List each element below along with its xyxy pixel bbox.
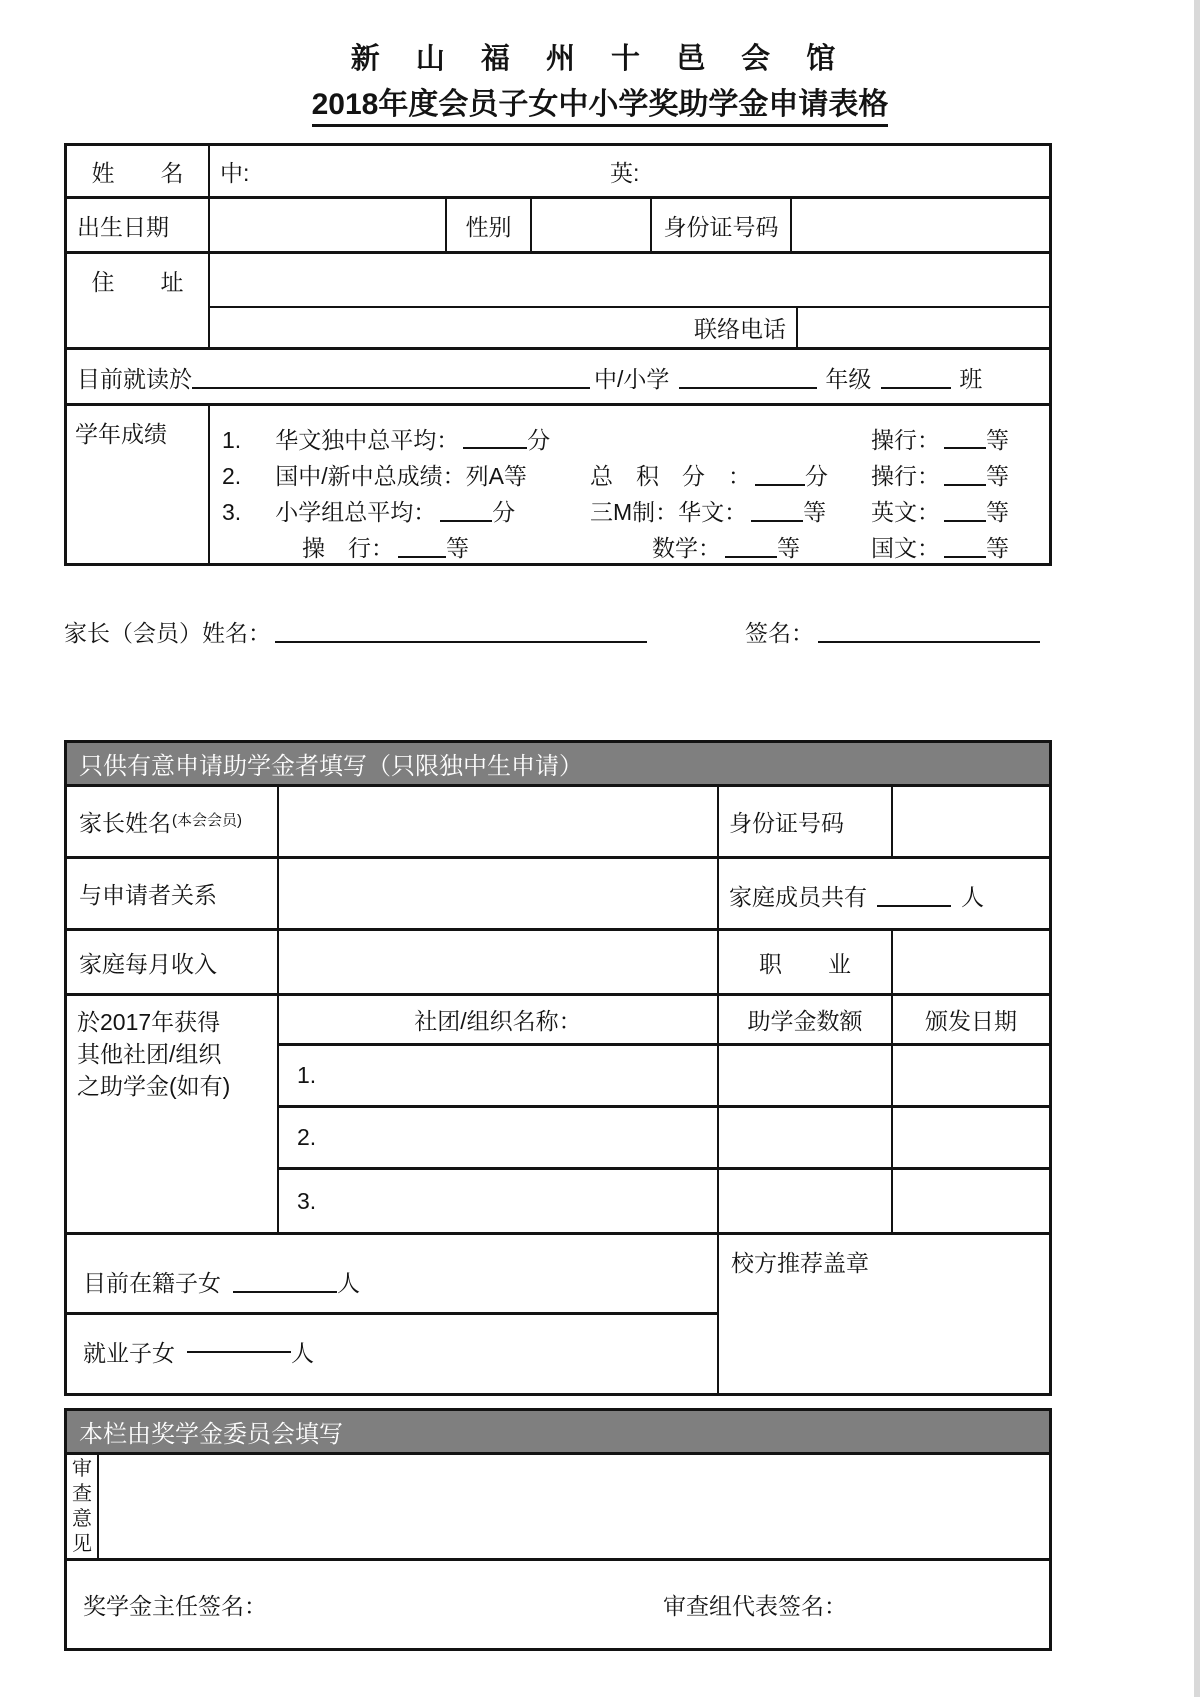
review-opinion-label <box>67 1455 99 1558</box>
aid-parent-name-text: 家长姓名 <box>79 810 171 836</box>
blank-line <box>398 556 446 558</box>
org-amount-value <box>719 1170 893 1232</box>
text-fragment: 3. <box>222 499 242 526</box>
org-date-value <box>893 1170 1049 1232</box>
address-row <box>67 254 1049 350</box>
spacer <box>940 562 944 563</box>
text-fragment: 1. <box>222 426 242 453</box>
text-fragment: 中/小学 <box>594 366 670 393</box>
phone-subrow <box>210 308 1049 347</box>
blank-line <box>187 1351 291 1353</box>
text-fragment: 家长（会员）姓名： <box>64 620 271 646</box>
org-rows <box>279 1046 1049 1232</box>
org-row <box>279 1108 1049 1170</box>
text-fragment: 三M制：华文： <box>590 499 748 526</box>
aid-application-table <box>64 740 1052 1396</box>
aid-ic-value <box>893 787 1049 856</box>
text-fragment: 国中/新中总成绩：列A等 <box>275 462 527 489</box>
blank-line <box>275 641 647 643</box>
text-fragment: 等 <box>986 499 1009 526</box>
vertical-char: 查 <box>72 1483 92 1505</box>
spacer <box>175 1354 187 1355</box>
name-value-cell <box>210 146 1049 196</box>
text-fragment: 等 <box>446 535 469 562</box>
blank-line <box>944 556 986 558</box>
ic-value-cell <box>792 199 1049 251</box>
blank-line <box>881 387 951 389</box>
spacer <box>222 562 302 563</box>
text-fragment: 等 <box>986 462 1009 489</box>
label-line: 之助学金(如有) <box>77 1073 231 1099</box>
text-fragment: 数学： <box>652 535 721 562</box>
text-fragment: 总 积 分 ： <box>590 462 751 489</box>
text-fragment: 等 <box>777 535 800 562</box>
grade-line <box>222 491 1043 527</box>
text-fragment: 班 <box>959 366 983 393</box>
name-en-prefix: 英: <box>610 159 640 186</box>
employed-children-line <box>67 1315 717 1393</box>
association-title: 新 山 福 州 十 邑 会 馆 <box>350 43 850 75</box>
aid-parent-name-value <box>279 787 719 856</box>
blank-line <box>944 520 986 522</box>
relation-label: 与申请者关系 <box>67 859 279 928</box>
spacer <box>951 911 961 912</box>
blank-line <box>818 641 1040 643</box>
text-fragment: 分 <box>805 462 828 489</box>
label-line: 於2017年获得 <box>77 1009 221 1035</box>
occupation-value <box>893 931 1049 993</box>
children-seal-row <box>67 1235 1049 1393</box>
org-row-number: 2. <box>279 1108 719 1167</box>
blank-line <box>233 1291 337 1293</box>
spacer <box>871 393 881 394</box>
phone-label: 联络电话 <box>210 308 798 347</box>
children-block <box>67 1235 719 1393</box>
phone-value-cell <box>798 308 1049 347</box>
org-date-value <box>893 1046 1049 1105</box>
grade-col-a <box>222 427 590 455</box>
aid-2017-label <box>67 996 279 1232</box>
vertical-char: 意 <box>72 1508 92 1530</box>
text-fragment: 小学组总平均： <box>275 499 437 526</box>
grade-col-b <box>590 463 871 491</box>
spacer <box>590 562 652 563</box>
spacer <box>817 393 825 394</box>
grades-content <box>210 406 1049 563</box>
enrolled-children-line <box>67 1235 717 1315</box>
blank-line <box>725 556 777 558</box>
text-fragment: 2. <box>222 462 242 489</box>
text-fragment: 操行： <box>871 426 940 453</box>
grade-col-b <box>590 535 871 563</box>
name-row <box>67 146 1049 199</box>
committee-table <box>64 1408 1052 1651</box>
text-fragment: 操 行： <box>302 535 394 562</box>
name-cn-prefix: 中: <box>220 159 250 186</box>
family-members-line <box>719 859 1049 928</box>
director-sign-label: 奖学金主任签名： <box>83 1593 267 1619</box>
dob-value-cell <box>210 199 447 251</box>
address-right-block <box>210 254 1049 347</box>
text-fragment: 年级 <box>825 366 872 393</box>
text-fragment: 等 <box>803 499 827 526</box>
aid-2017-grid <box>279 996 1049 1232</box>
text-fragment: 签名： <box>745 620 814 646</box>
text-fragment: 操行： <box>871 462 940 489</box>
form-title <box>0 79 1200 123</box>
blank-line <box>440 520 492 522</box>
dob-label: 出生日期 <box>67 199 210 251</box>
form-title-text: 2018年度会员子女中小学奖助学金申请表格 <box>312 88 889 127</box>
blank-line <box>944 447 986 449</box>
text-fragment: 等 <box>986 535 1009 562</box>
blank-line <box>944 484 986 486</box>
text-fragment: 家庭成员共有 <box>729 884 867 911</box>
income-value <box>279 931 719 993</box>
review-opinion-value <box>99 1455 1049 1558</box>
text-fragment: 就业子女 <box>83 1340 175 1367</box>
text-fragment: 分 <box>527 426 551 453</box>
aid-parent-row <box>67 787 1049 859</box>
grade-col-c <box>871 499 1043 527</box>
address-value-cell <box>210 254 1049 308</box>
org-row-number: 3. <box>279 1170 719 1232</box>
school-seal-cell <box>719 1235 1049 1393</box>
dob-row <box>67 199 1049 254</box>
aid-2017-header-row <box>279 996 1049 1046</box>
blank-line <box>192 387 590 389</box>
blank-line <box>679 387 817 389</box>
aid-parent-name-note: (本会会员) <box>172 812 242 830</box>
text-fragment: 华文独中总平均： <box>275 426 460 453</box>
aid-ic-label: 身份证号码 <box>719 787 893 856</box>
org-row-number: 1. <box>279 1046 719 1105</box>
blank-line <box>751 520 803 522</box>
grade-line <box>222 418 1043 454</box>
ic-label: 身份证号码 <box>652 199 792 251</box>
vertical-char: 审 <box>72 1458 92 1480</box>
committee-section-header: 本栏由奖学金委员会填写 <box>67 1411 1049 1455</box>
grades-row <box>67 406 1049 563</box>
vertical-char: 见 <box>72 1533 92 1555</box>
grade-col-c <box>871 463 1043 491</box>
spacer <box>221 1297 233 1298</box>
org-name-header: 社团/组织名称： <box>279 996 719 1043</box>
current-school-row <box>67 350 1049 406</box>
grade-col-a <box>222 499 590 527</box>
blank-line <box>755 484 805 486</box>
grade-line <box>222 454 1043 490</box>
committee-signature-row <box>67 1561 1049 1648</box>
grade-col-b <box>590 499 871 527</box>
aid-section-header: 只供有意申请助学金者填写（只限独中生申请） <box>67 743 1049 787</box>
spacer <box>951 393 959 394</box>
occupation-label: 职 业 <box>719 931 893 993</box>
gender-label: 性别 <box>447 199 532 251</box>
org-date-value <box>893 1108 1049 1167</box>
scan-edge-artifact <box>1194 0 1200 1697</box>
income-row <box>67 931 1049 996</box>
text-fragment: 人 <box>961 884 984 911</box>
spacer <box>271 647 275 648</box>
date-header: 颁发日期 <box>925 1008 1017 1034</box>
current-school-line <box>67 350 1049 403</box>
blank-line <box>877 905 951 907</box>
student-info-table <box>64 143 1052 566</box>
income-label: 家庭每月收入 <box>67 931 279 993</box>
relation-value <box>279 859 719 928</box>
text-fragment: 分 <box>492 499 516 526</box>
spacer <box>721 562 725 563</box>
grade-col-c <box>871 427 1043 455</box>
grade-col-a <box>222 535 590 563</box>
school-seal-label: 校方推荐盖章 <box>731 1250 869 1276</box>
grades-label: 学年成绩 <box>67 406 210 563</box>
gender-value-cell <box>532 199 652 251</box>
grade-line <box>222 527 1043 563</box>
text-fragment: 国文： <box>871 535 940 562</box>
text-fragment: 人 <box>291 1340 314 1367</box>
org-row <box>279 1046 1049 1108</box>
address-label: 住 址 <box>67 254 210 347</box>
aid-2017-row <box>67 996 1049 1235</box>
org-row <box>279 1170 1049 1232</box>
text-fragment: 目前就读於 <box>77 366 192 393</box>
text-fragment: 等 <box>986 426 1009 453</box>
parent-signature-line <box>64 620 1052 654</box>
text-fragment: 目前在籍子女 <box>83 1270 221 1297</box>
text-fragment: 人 <box>337 1270 360 1297</box>
org-amount-value <box>719 1108 893 1167</box>
text-fragment: 英文： <box>871 499 940 526</box>
spacer <box>814 647 818 648</box>
blank-line <box>463 447 527 449</box>
amount-header: 助学金数额 <box>719 996 893 1043</box>
label-line: 其他社团/组织 <box>77 1041 222 1067</box>
review-row <box>67 1455 1049 1561</box>
spacer <box>669 393 679 394</box>
grade-col-a <box>222 463 590 491</box>
name-label: 姓 名 <box>67 146 210 196</box>
grade-col-c <box>871 535 1043 563</box>
spacer <box>867 911 877 912</box>
representative-sign-label: 审查组代表签名： <box>663 1593 847 1619</box>
parent-name-line <box>64 620 647 648</box>
signature-line <box>745 620 1040 648</box>
relation-row <box>67 859 1049 931</box>
spacer <box>394 562 398 563</box>
org-amount-value <box>719 1046 893 1105</box>
aid-parent-name-label <box>67 787 279 856</box>
